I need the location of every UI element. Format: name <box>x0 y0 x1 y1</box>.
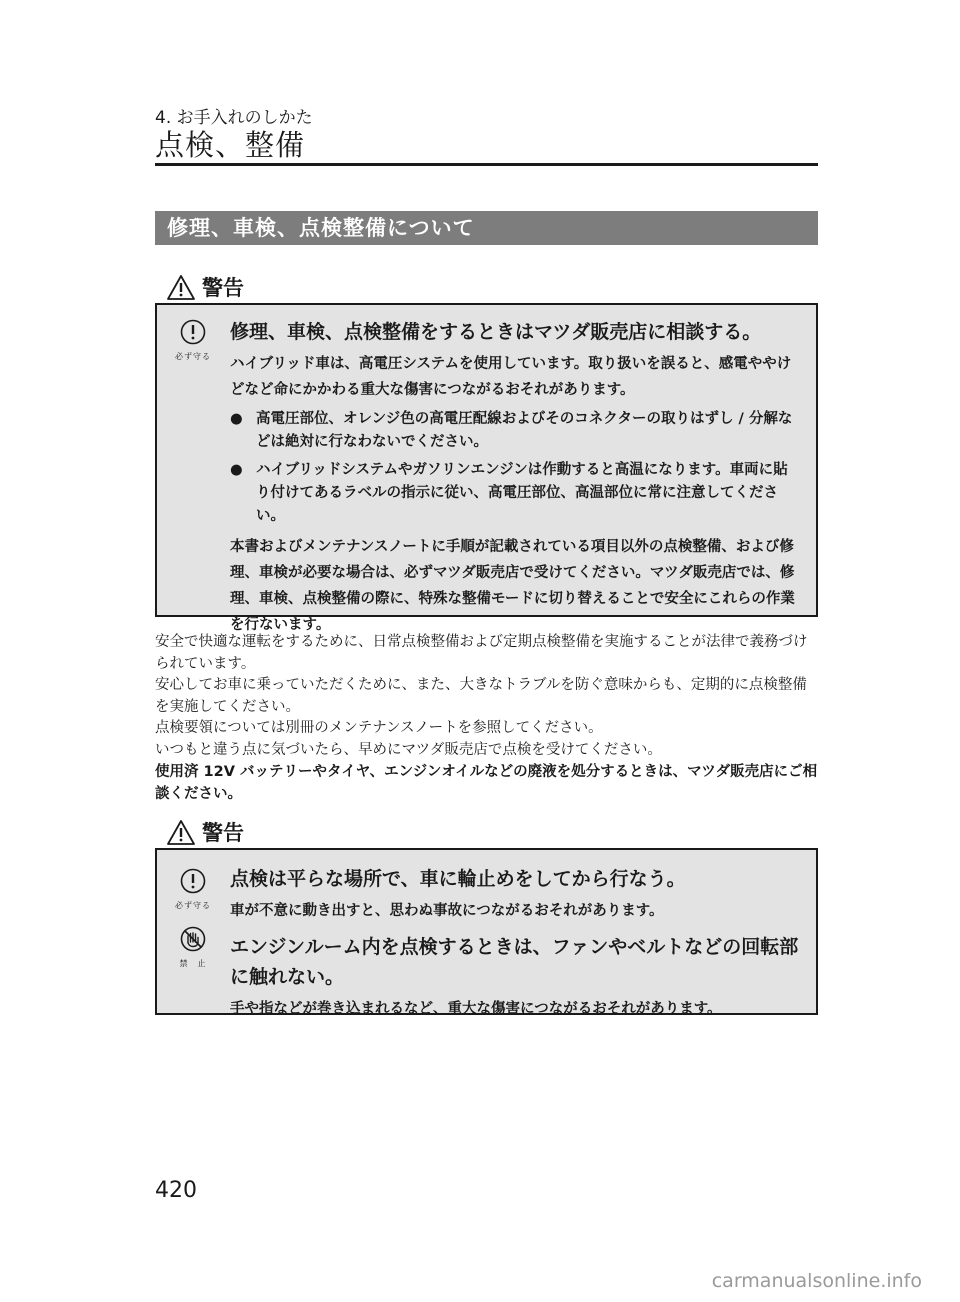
bullet-icon: ● <box>230 411 243 427</box>
warning-label: 警告 <box>202 276 244 300</box>
page-title: 点検、整備 <box>155 128 306 162</box>
prohibition-symbol <box>171 926 215 969</box>
warning-header <box>166 272 244 302</box>
mandatory-caption: 必ず守る <box>175 901 211 910</box>
warning-heading: エンジンルーム内を点検するときは、ファンやベルトなどの回転部に触れない。 <box>230 936 799 988</box>
mandatory-symbol <box>171 319 215 362</box>
title-divider <box>155 163 818 166</box>
warning-box <box>155 848 818 1015</box>
warning-content <box>230 317 802 638</box>
section-heading: 修理、車検、点検整備について <box>155 211 818 245</box>
paragraph: 安全で快適な運転をするために、日常点検整備および定期点検整備を実施することが法律で義務づけられています。 <box>155 634 808 672</box>
bullet-text: 高電圧部位、オレンジ色の高電圧配線およびそのコネクターの取りはずし / 分解などは絶対に行なわないでください。 <box>256 411 793 450</box>
list-item <box>230 408 802 454</box>
prohibition-caption: 禁 止 <box>179 959 207 968</box>
warning-box <box>155 303 818 633</box>
page-number: 420 <box>155 1178 197 1203</box>
bullet-text: ハイブリッドシステムやガソリンエンジンは作動すると高温になります。車両に貼り付けてあるラベルの指示に従い、高電圧部位、高温部位に常に注意してください。 <box>256 462 788 524</box>
bullet-icon: ● <box>230 462 243 478</box>
warning-label: 警告 <box>202 821 244 845</box>
warning-header <box>166 817 244 847</box>
paragraph: 安心してお車に乗っていただくために、また、大きなトラブルを防ぐ意味からも、定期的に点検整備を実施してください。 <box>155 677 807 715</box>
list-item <box>230 459 802 528</box>
warning-closing: 本書およびメンテナンスノートに手順が記載されている項目以外の点検整備、および修理、車検が必要な場合は、必ずマツダ販売店で受けてください。マツダ販売店では、修理、車検、点検整備の際に、特殊な整備モードに切り替えることで安全にこれらの作業を行ないます。 <box>230 539 795 633</box>
mandatory-symbol <box>171 868 215 911</box>
paragraph: 点検要領については別冊のメンテナンスノートを参照してください。 <box>155 720 603 736</box>
exclamation-circle-icon <box>180 868 206 894</box>
exclamation-circle-icon <box>180 319 206 345</box>
mandatory-caption: 必ず守る <box>175 352 211 361</box>
warning-detail: 手や指などが巻き込まれるなど、重大な傷害につながるおそれがあります。 <box>230 1001 722 1017</box>
warning-heading: 点検は平らな場所で、車に輪止めをしてから行なう。 <box>230 868 686 890</box>
body-text <box>155 632 818 761</box>
warning-triangle-icon <box>166 274 196 301</box>
paragraph: いつもと違う点に気づいたら、早めにマツダ販売店で点検を受けてください。 <box>155 741 662 758</box>
warning-content <box>230 864 802 1022</box>
warning-triangle-icon <box>166 819 196 846</box>
site-watermark: carmanualsonline.info <box>711 1270 922 1292</box>
warning-detail: 車が不意に動き出すと、思わぬ事故につながるおそれがあります。 <box>230 903 664 919</box>
warning-intro: ハイブリッド車は、高電圧システムを使用しています。取り扱いを誤ると、感電ややけどなど命にかかわる重大な傷害につながるおそれがあります。 <box>230 356 792 398</box>
no-touch-hand-icon <box>180 926 206 952</box>
chapter-label: 4. お手入れのしかた <box>155 108 313 128</box>
disposal-note: 使用済 12V バッテリーやタイヤ、エンジンオイルなどの廃液を処分するときは、マツダ販売店にご相談ください。 <box>155 764 818 802</box>
warning-heading: 修理、車検、点検整備をするときはマツダ販売店に相談する。 <box>230 321 762 343</box>
